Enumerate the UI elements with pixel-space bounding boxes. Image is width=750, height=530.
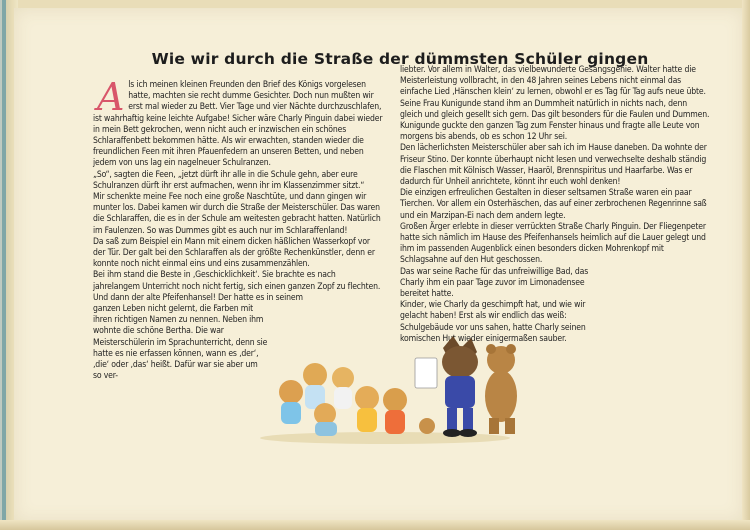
teddy-bear-icon: [485, 344, 517, 434]
page-edge-bottom: [0, 520, 750, 530]
page-edge-right: [742, 0, 750, 530]
paragraph-2: „So“, sagten die Feen, „jetzt dürft ihr alle in die Schule gehn, aber eure Schulranzen dürft ihr erst aufmachen, wenn ihr im Klassenzimmer sitzt.“: [93, 169, 365, 191]
paragraph-r1: liebter. Vor allem in Walter, das vielbewunderte Gesangsgenie. Walter hatte die Meisterleistung vollbracht, in den 48 Jahren seines Lebens nicht einmal das einfache Lied ‚Hänschen klein‘ zu lernen, obwohl er es Tag für Tag aufs neue übte.: [400, 65, 706, 98]
hamster-group-icon: [279, 363, 435, 436]
paragraph-r6: Kinder, wie Charly da geschimpft hat, und wie wir gelacht haben! Erst als wir endlich das weiß: Schulgebäude vor uns sahen, hatte Charly seinen komischen Hut wieder einigermaßen sauber.: [400, 300, 586, 344]
paragraph-r2: Seine Frau Kunigunde stand ihm an Dummheit natürlich in nichts nach, denn gleich und gleich gesellt sich gern. Das gilt besonders für die Faulen und Dummen. Kunigunde guckte den ganzen Tag zum Fenster hinaus und fragte alle Leute von morgens bis abends, ob es schon 12 Uhr sei.: [400, 98, 710, 143]
paragraph-1: [93, 75, 383, 170]
paragraph-r3: Den lächerlichsten Meisterschüler aber sah ich im Hause daneben. Da wohnte der Friseur Stino. Der konnte überhaupt nicht lesen und verwechselte deshalb ständig die Flaschen mit Kölnisch Wasser, Haaröl, Brennspiritus und Haarfarbe. Was er dadurch für Unheil anrichtete, könnt ihr euch wohl denken!: [400, 143, 707, 188]
illustration-animals: [255, 330, 525, 445]
drop-cap: A: [97, 75, 125, 119]
paragraph-5: Bei ihm stand die Beste in ‚Geschicklichkeit‘. Sie brachte es nach jahrelangem Unterricht noch nicht fertig, sich einen ganzen Zopf zu flechten.: [93, 270, 381, 292]
paragraph-3: Mir schenkte meine Fee noch eine große Naschtüte, und dann gingen wir munter los. Dabei kamen wir durch die Straße der Meisterschüler. Das waren die Schlaraffen, die es in der Schule am weitesten gebracht hatten. Natürlich im Faulenzen. So was Dummes gibt es auch nur im Schlaraffenland!: [93, 192, 381, 236]
paragraph-4: Da saß zum Beispiel ein Mann mit einem dicken häßlichen Wasserkopf vor der Tür. Der galt bei den Schlaraffen als der größte Rechenkünstler, denn er konnte noch nicht einmal eins und eins zusammenzählen.: [93, 236, 375, 270]
spine-stripe: [2, 0, 6, 530]
paragraph-r4: Die einzigen erfreulichen Gestalten in dieser seltsamen Straße waren ein paar Tierchen. Vor allem ein Osterhäschen, das auf einer zerbrochenen Regenrinne saß und ein Marzipan-Ei nach dem andern legte.: [400, 188, 707, 221]
paragraph-r5b: Das war seine Rache für das unfreiwillige Bad, das Charly ihm ein paar Tage zuvor im Limonadensee bereitet hatte.: [400, 266, 589, 300]
paragraph-6b: ganzen Leben nicht gelernt, die Farben mit ihren richtigen Namen zu nennen. Neben ihm wohnte die schöne Bertha. Die war Meisterschülerin im Sprachunterricht, denn sie hatte es nie erfassen können, wann es ‚der‘, ‚die‘ oder ‚das‘ heißt. Dafür war sie aber um so ver-: [93, 304, 268, 382]
paragraph-6a: Und dann der alte Pfeifenhansel! Der hatte es in seinem: [93, 292, 303, 303]
page-title: Wie wir durch die Straße der dümmsten Schüler gingen: [151, 50, 649, 68]
paragraph-1-text: ls ich meinen kleinen Freunden den Brief des Königs vorgelesen hatte, machten sie recht dumme Gesichter. Doch nun mußten wir erst mal wieder zu Bett. Vier Tage und vier Nächte durchzuschlafen, ist wahrhaftig keine leichte Aufgabe! Sicher wäre Charly Pinguin dabei wieder in mein Bett gekrochen, wenn nicht auch er inzwischen ein schönes Schlaraffenbett bekommen hätte. Als wir erwachten, standen wieder die freundlichen Feen mit ihren Pfauenfedern an unseren Betten, und neben jedem von uns lag ein nagelneuer Schulranzen.: [93, 80, 383, 169]
paragraph-r5a: Großen Ärger erlebte in dieser verrückten Straße Charly Pinguin. Der Fliegenpeter hatte sich nämlich im Hause des Pfeifenhansels heimlich auf die Lauer gelegt und ihm im passenden Augenblick einen besonders dicken Mohrenkopf mit Schlagsahne auf den Hut geschossen.: [400, 221, 706, 266]
